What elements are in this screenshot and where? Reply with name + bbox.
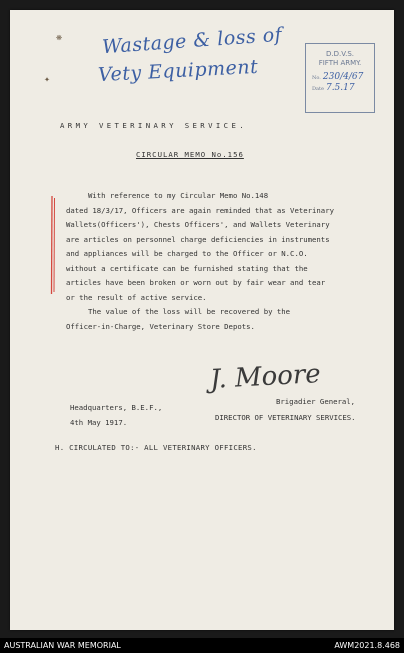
body-line: The value of the loss will be recovered by the	[66, 307, 291, 316]
footer-institution: AUSTRALIAN WAR MEMORIAL	[4, 641, 121, 650]
document-page	[10, 10, 394, 630]
stamp-number: No. 230/4/67	[312, 71, 364, 82]
headquarters-line: Headquarters, B.E.F.,	[70, 403, 163, 412]
red-margin-mark	[50, 196, 56, 294]
body-line: without a certificate can be furnished stating that the	[66, 263, 308, 273]
memo-body	[66, 189, 376, 334]
footer-accession-number: AWM2021.8.468	[334, 641, 400, 650]
stamp-line-1: D.D.V.S.	[325, 50, 354, 58]
body-line: dated 18/3/17, Officers are again reminded that as Veterinary	[66, 205, 334, 215]
footer-bar	[0, 638, 404, 653]
punch-hole-mark: ✦	[44, 74, 51, 85]
stamp-line-2: FIFTH ARMY.	[318, 58, 362, 67]
body-line: articles have been broken or worn out by fair wear and tear	[66, 278, 326, 287]
handwritten-title-line-1: Wastage & loss of	[101, 23, 283, 59]
body-line: Wallets(Officers'), Chests Officers', and Wallets Veterinary	[66, 220, 330, 229]
body-line: are articles on personnel charge deficiencies in instruments	[66, 234, 330, 244]
body-line: or the result of active service.	[66, 292, 207, 302]
handwritten-title-line-2: Vety Equipment	[97, 55, 259, 87]
receipt-stamp	[305, 43, 375, 113]
signatory-title: DIRECTOR OF VETERINARY SERVICES.	[215, 413, 356, 422]
document-heading: ARMY VETERINARY SERVICE.	[60, 121, 248, 130]
body-line: and appliances will be charged to the Officer or N.C.O.	[66, 249, 308, 258]
stamp-date: Date 7.5.17	[312, 82, 355, 93]
punch-hole-mark: ❋	[56, 32, 63, 43]
circular-memo-number: CIRCULAR MEMO No.156	[136, 150, 244, 159]
date-line: 4th May 1917.	[70, 418, 128, 427]
body-line: Officer-in-Charge, Veterinary Store Depots.	[66, 321, 255, 331]
body-line: With reference to my Circular Memo No.148	[66, 191, 269, 200]
handwritten-signature: J. Moore	[209, 359, 322, 395]
circulation-line: H. CIRCULATED TO:- ALL VETERINARY OFFICERS.	[55, 443, 257, 452]
signatory-rank: Brigadier General,	[276, 397, 356, 406]
